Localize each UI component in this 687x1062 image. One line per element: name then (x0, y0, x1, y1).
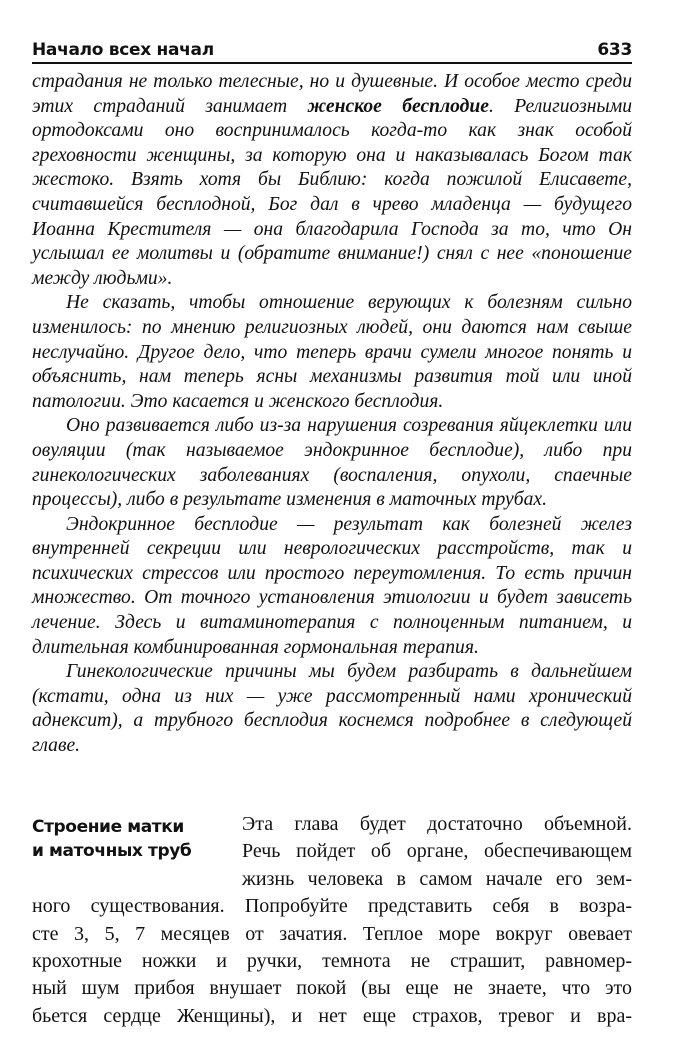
italic-body (32, 70, 632, 759)
section-uterus-structure (32, 811, 632, 1030)
paragraph-1-start: страдания не только телесные, но и душевные. И особое место среди этих страданий занимает (32, 71, 632, 117)
paragraph-5: Гинекологические причины мы будем разбирать в дальнейшем (кстати, одна из них — уже рассмотренный нами хронический аднексит), а трубного бесплодия коснемся подробнее в следующей главе. (32, 661, 632, 757)
running-title: Начало всех начал (32, 40, 214, 60)
paragraph-2: Не сказать, чтобы отношение верующих к болезням сильно изменилось: по мнению религиозных людей, они даются нам свыше неслучайно. Другое дело, что теперь врачи сумели многое понять и объяснить, нам теперь ясны механизмы развития той или иной патологии. Это касается и женского бесплодия. (32, 292, 632, 412)
paragraph-4: Эндокринное бесплодие — результат как болезней желез внутренней секреции или неврологических расстройств, так и психических стрессов или простого переутомления. То есть причин множество. От точного установления этиологии и будет зависеть лечение. Здесь и витаминотерапия с полноценным питанием, и длительная комбинированная гормональная терапия. (32, 513, 632, 658)
section-line: ного существования. Попробуйте представить себя в возра- (32, 895, 632, 918)
page-number: 633 (597, 40, 632, 60)
section-line: сте 3, 5, 7 месяцев от зачатия. Теплое море вокруг овевает (32, 922, 632, 945)
emphasis-female-infertility: женское бесплодие (307, 95, 489, 117)
paragraph-3: Оно развивается либо из-за нарушения созревания яйцеклетки или овуляции (так называемое эндокринное бесплодие), либо при гинекологических заболеваниях (воспаления, опухоли, спаечные процессы), либо в результате изменения в маточных трубах. (32, 415, 632, 511)
section-line: Эта глава будет достаточно объемной. (242, 813, 632, 835)
section-line: Речь пойдет об органе, обеспечивающем (242, 840, 632, 863)
section-line: жизнь человека в самом начале его зем- (242, 867, 632, 890)
section-line: бьется сердце Женщины), и нет еще страхов, тревог и вра- (32, 1004, 632, 1027)
section-heading-line-1: Строение матки (32, 817, 184, 837)
paragraph-1-end: . Религиозными ортодоксами оно воспринималось когда-то как знак особой греховности женщины, за которую она и наказывалась Богом так жестоко. Взять хотя бы Библию: когда пожилой Елисавете, считавшейся бесплодной, Бог дал в чрево младенца — будущего Иоанна Крестителя — она благодарила Господа за то, что Он услышал ее молитвы и (обратите внимание!) снял с нее «поношение между людьми». (32, 95, 632, 289)
section-line: крохотные ножки и ручки, темнота не страшит, равномер- (32, 950, 632, 973)
section-heading-line-2: и маточных труб (32, 841, 192, 861)
section-heading (32, 815, 232, 863)
paragraph-1 (32, 70, 632, 291)
book-page (32, 36, 632, 1046)
running-header (32, 36, 632, 64)
section-line: ный шум прибоя внушает покой (вы еще не знаете, что это (32, 977, 632, 1000)
